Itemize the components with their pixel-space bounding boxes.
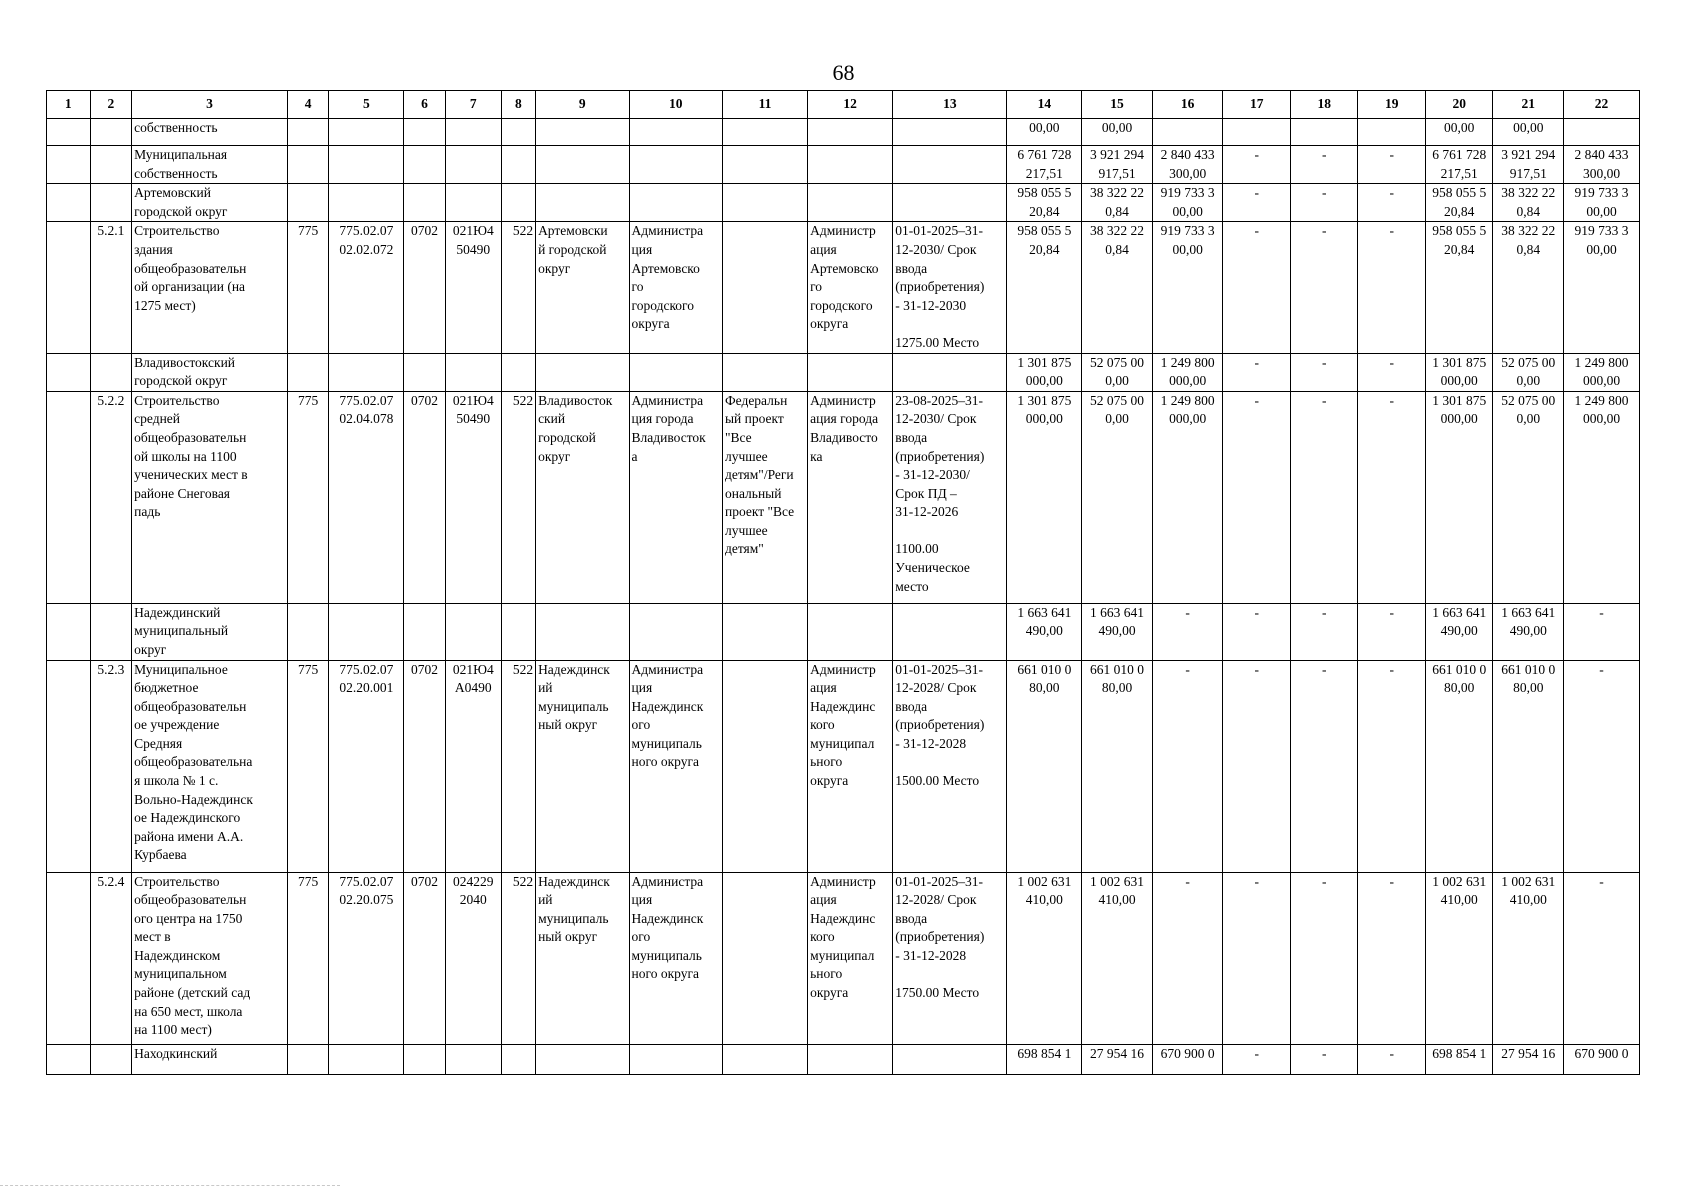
- column-header: 20: [1425, 91, 1493, 119]
- municipality: Надеждинск ий муниципаль ный округ: [536, 660, 629, 872]
- code-program: 775.02.07 02.20.075: [329, 872, 404, 1044]
- item-code: 5.2.1: [90, 222, 132, 353]
- municipality: [536, 1044, 629, 1074]
- amount-col-20: 661 010 0 80,00: [1425, 660, 1493, 872]
- item-name: Владивостокский городской округ: [132, 353, 288, 391]
- column-number-row: [47, 91, 1640, 119]
- code-section: [404, 119, 446, 146]
- amount-col-22: 1 249 800 000,00: [1564, 353, 1640, 391]
- municipality: Надеждинск ий муниципаль ный округ: [536, 872, 629, 1044]
- amount-col-18: -: [1290, 1044, 1358, 1074]
- code-expense-type: [501, 1044, 535, 1074]
- amount-col-18: -: [1290, 184, 1358, 222]
- code-program: [329, 1044, 404, 1074]
- code-program: [329, 184, 404, 222]
- amount-col-15: 00,00: [1082, 119, 1153, 146]
- customer: [629, 1044, 722, 1074]
- amount-col-18: -: [1290, 146, 1358, 184]
- customer: [629, 603, 722, 660]
- table-row: [47, 660, 1640, 872]
- municipality: [536, 353, 629, 391]
- amount-col-20: 1 663 641 490,00: [1425, 603, 1493, 660]
- total-amount: 1 002 631 410,00: [1007, 872, 1082, 1044]
- item-name: Муниципальная собственность: [132, 146, 288, 184]
- amount-col-17: -: [1223, 1044, 1291, 1074]
- item-name: Артемовский городской округ: [132, 184, 288, 222]
- amount-col-20: 6 761 728 217,51: [1425, 146, 1493, 184]
- column-header: 3: [132, 91, 288, 119]
- code-section: [404, 184, 446, 222]
- column-header: 17: [1223, 91, 1291, 119]
- column-header: 16: [1152, 91, 1223, 119]
- total-amount: 6 761 728 217,51: [1007, 146, 1082, 184]
- customer: [629, 146, 722, 184]
- amount-col-16: -: [1152, 660, 1223, 872]
- amount-col-22: 1 249 800 000,00: [1564, 391, 1640, 603]
- code-section: 0702: [404, 222, 446, 353]
- customer: Администра ция города Владивосток а: [629, 391, 722, 603]
- code-expense-type: 522: [501, 391, 535, 603]
- amount-col-18: -: [1290, 391, 1358, 603]
- amount-col-15: 52 075 00 0,00: [1082, 353, 1153, 391]
- customer: [629, 184, 722, 222]
- code-section: 0702: [404, 872, 446, 1044]
- code-grbs: [287, 184, 329, 222]
- column-header: 12: [808, 91, 893, 119]
- table-row: [47, 222, 1640, 353]
- amount-col-15: 38 322 22 0,84: [1082, 184, 1153, 222]
- amount-col-16: 1 249 800 000,00: [1152, 391, 1223, 603]
- national-project: [722, 146, 807, 184]
- municipality: [536, 603, 629, 660]
- amount-col-15: 52 075 00 0,00: [1082, 391, 1153, 603]
- cell-col-1: [47, 222, 91, 353]
- terms-and-capacity: 01-01-2025–31- 12-2028/ Срок ввода (приобретения) - 31-12-2028 1750.00 Место: [893, 872, 1007, 1044]
- national-project: [722, 660, 807, 872]
- code-expense-type: [501, 119, 535, 146]
- code-grbs: [287, 146, 329, 184]
- amount-col-18: -: [1290, 353, 1358, 391]
- municipality: Артемовски й городской округ: [536, 222, 629, 353]
- terms-and-capacity: [893, 119, 1007, 146]
- developer: [808, 119, 893, 146]
- column-header: 6: [404, 91, 446, 119]
- amount-col-18: -: [1290, 222, 1358, 353]
- amount-col-22: -: [1564, 872, 1640, 1044]
- amount-col-20: 1 002 631 410,00: [1425, 872, 1493, 1044]
- terms-and-capacity: 23-08-2025–31- 12-2030/ Срок ввода (приобретения) - 31-12-2030/ Срок ПД – 31-12-2026 1100.00 Ученическое место: [893, 391, 1007, 603]
- municipality: [536, 184, 629, 222]
- amount-col-17: -: [1223, 146, 1291, 184]
- total-amount: 698 854 1: [1007, 1044, 1082, 1074]
- amount-col-16: 670 900 0: [1152, 1044, 1223, 1074]
- item-name: собственность: [132, 119, 288, 146]
- code-target-article: [445, 603, 501, 660]
- cell-col-1: [47, 353, 91, 391]
- terms-and-capacity: [893, 184, 1007, 222]
- amount-col-21: 52 075 00 0,00: [1493, 353, 1564, 391]
- code-expense-type: [501, 603, 535, 660]
- amount-col-20: 698 854 1: [1425, 1044, 1493, 1074]
- code-target-article: [445, 1044, 501, 1074]
- item-name: Строительство здания общеобразовательн ой организации (на 1275 мест): [132, 222, 288, 353]
- table-row: [47, 353, 1640, 391]
- code-grbs: [287, 603, 329, 660]
- column-header: 14: [1007, 91, 1082, 119]
- amount-col-19: -: [1358, 1044, 1426, 1074]
- amount-col-17: [1223, 119, 1291, 146]
- item-name: Муниципальное бюджетное общеобразовательн ое учреждение Средняя общеобразовательна я школа № 1 с. Вольно-Надеждинск ое Надеждинского района имени А.А. Курбаева: [132, 660, 288, 872]
- amount-col-19: -: [1358, 222, 1426, 353]
- amount-col-20: 1 301 875 000,00: [1425, 391, 1493, 603]
- table-row: [47, 119, 1640, 146]
- amount-col-18: -: [1290, 660, 1358, 872]
- code-section: [404, 603, 446, 660]
- amount-col-16: 919 733 3 00,00: [1152, 222, 1223, 353]
- column-header: 13: [893, 91, 1007, 119]
- amount-col-17: -: [1223, 872, 1291, 1044]
- code-grbs: 775: [287, 872, 329, 1044]
- column-header: 11: [722, 91, 807, 119]
- amount-col-15: 3 921 294 917,51: [1082, 146, 1153, 184]
- national-project: [722, 184, 807, 222]
- code-target-article: 021Ю4 50490: [445, 391, 501, 603]
- code-program: 775.02.07 02.20.001: [329, 660, 404, 872]
- page-number: 68: [832, 60, 855, 85]
- amount-col-16: 1 249 800 000,00: [1152, 353, 1223, 391]
- amount-col-22: 2 840 433 300,00: [1564, 146, 1640, 184]
- amount-col-22: -: [1564, 603, 1640, 660]
- cell-col-1: [47, 603, 91, 660]
- column-header: 18: [1290, 91, 1358, 119]
- developer: [808, 603, 893, 660]
- code-program: [329, 146, 404, 184]
- amount-col-15: 27 954 16: [1082, 1044, 1153, 1074]
- code-grbs: [287, 119, 329, 146]
- amount-col-21: 00,00: [1493, 119, 1564, 146]
- amount-col-17: -: [1223, 184, 1291, 222]
- total-amount: 1 663 641 490,00: [1007, 603, 1082, 660]
- code-section: [404, 1044, 446, 1074]
- amount-col-20: 958 055 5 20,84: [1425, 222, 1493, 353]
- table-row: [47, 603, 1640, 660]
- amount-col-16: 2 840 433 300,00: [1152, 146, 1223, 184]
- amount-col-16: -: [1152, 872, 1223, 1044]
- code-target-article: 021Ю4 50490: [445, 222, 501, 353]
- code-target-article: [445, 146, 501, 184]
- amount-col-19: -: [1358, 660, 1426, 872]
- total-amount: 1 301 875 000,00: [1007, 391, 1082, 603]
- amount-col-17: -: [1223, 603, 1291, 660]
- terms-and-capacity: [893, 146, 1007, 184]
- terms-and-capacity: 01-01-2025–31- 12-2030/ Срок ввода (приобретения) - 31-12-2030 1275.00 Место: [893, 222, 1007, 353]
- amount-col-19: -: [1358, 872, 1426, 1044]
- code-grbs: [287, 1044, 329, 1074]
- terms-and-capacity: 01-01-2025–31- 12-2028/ Срок ввода (приобретения) - 31-12-2028 1500.00 Место: [893, 660, 1007, 872]
- code-grbs: 775: [287, 222, 329, 353]
- amount-col-16: 919 733 3 00,00: [1152, 184, 1223, 222]
- table-row: [47, 1044, 1640, 1074]
- column-header: 1: [47, 91, 91, 119]
- total-amount: 958 055 5 20,84: [1007, 222, 1082, 353]
- code-program: [329, 119, 404, 146]
- code-expense-type: 522: [501, 660, 535, 872]
- amount-col-21: 3 921 294 917,51: [1493, 146, 1564, 184]
- code-program: 775.02.07 02.04.078: [329, 391, 404, 603]
- municipality: Владивосток ский городской округ: [536, 391, 629, 603]
- national-project: [722, 353, 807, 391]
- item-code: [90, 146, 132, 184]
- total-amount: 1 301 875 000,00: [1007, 353, 1082, 391]
- code-section: [404, 146, 446, 184]
- amount-col-15: 38 322 22 0,84: [1082, 222, 1153, 353]
- amount-col-17: -: [1223, 391, 1291, 603]
- amount-col-19: -: [1358, 391, 1426, 603]
- amount-col-19: [1358, 119, 1426, 146]
- developer: Администр ация Надеждинс кого муниципал ьного округа: [808, 660, 893, 872]
- amount-col-21: 1 663 641 490,00: [1493, 603, 1564, 660]
- item-name: Надеждинский муниципальный округ: [132, 603, 288, 660]
- budget-table: [46, 90, 1640, 1075]
- item-code: [90, 353, 132, 391]
- amount-col-21: 38 322 22 0,84: [1493, 184, 1564, 222]
- national-project: [722, 872, 807, 1044]
- amount-col-17: -: [1223, 660, 1291, 872]
- terms-and-capacity: [893, 353, 1007, 391]
- code-expense-type: [501, 184, 535, 222]
- amount-col-22: [1564, 119, 1640, 146]
- amount-col-22: 919 733 3 00,00: [1564, 184, 1640, 222]
- table-row: [47, 184, 1640, 222]
- item-name: Находкинский: [132, 1044, 288, 1074]
- code-section: [404, 353, 446, 391]
- cell-col-1: [47, 184, 91, 222]
- cell-col-1: [47, 146, 91, 184]
- national-project: [722, 119, 807, 146]
- developer: [808, 146, 893, 184]
- code-target-article: [445, 353, 501, 391]
- amount-col-22: 670 900 0: [1564, 1044, 1640, 1074]
- code-target-article: 021Ю4 А0490: [445, 660, 501, 872]
- national-project: [722, 222, 807, 353]
- customer: Администра ция Надеждинск ого муниципаль ного округа: [629, 660, 722, 872]
- cell-col-1: [47, 1044, 91, 1074]
- total-amount: 00,00: [1007, 119, 1082, 146]
- item-name: Строительство общеобразовательн ого центра на 1750 мест в Надеждинском муниципальном районе (детский сад на 650 мест, школа на 1100 мест): [132, 872, 288, 1044]
- item-name: Строительство средней общеобразовательн ой школы на 1100 ученических мест в районе Снеговая падь: [132, 391, 288, 603]
- item-code: 5.2.2: [90, 391, 132, 603]
- amount-col-21: 52 075 00 0,00: [1493, 391, 1564, 603]
- amount-col-22: -: [1564, 660, 1640, 872]
- code-program: [329, 353, 404, 391]
- code-expense-type: [501, 146, 535, 184]
- code-section: 0702: [404, 660, 446, 872]
- total-amount: 661 010 0 80,00: [1007, 660, 1082, 872]
- column-header: 19: [1358, 91, 1426, 119]
- amount-col-15: 1 002 631 410,00: [1082, 872, 1153, 1044]
- amount-col-21: 661 010 0 80,00: [1493, 660, 1564, 872]
- amount-col-18: [1290, 119, 1358, 146]
- column-header: 7: [445, 91, 501, 119]
- amount-col-17: -: [1223, 353, 1291, 391]
- scan-artifact: [0, 1185, 340, 1190]
- cell-col-1: [47, 119, 91, 146]
- amount-col-18: -: [1290, 872, 1358, 1044]
- amount-col-21: 27 954 16: [1493, 1044, 1564, 1074]
- amount-col-15: 661 010 0 80,00: [1082, 660, 1153, 872]
- table-row: [47, 391, 1640, 603]
- code-grbs: [287, 353, 329, 391]
- code-target-article: [445, 184, 501, 222]
- developer: [808, 353, 893, 391]
- item-code: [90, 184, 132, 222]
- national-project: [722, 1044, 807, 1074]
- code-program: 775.02.07 02.02.072: [329, 222, 404, 353]
- amount-col-18: -: [1290, 603, 1358, 660]
- amount-col-21: 38 322 22 0,84: [1493, 222, 1564, 353]
- column-header: 2: [90, 91, 132, 119]
- column-header: 15: [1082, 91, 1153, 119]
- column-header: 8: [501, 91, 535, 119]
- item-code: [90, 1044, 132, 1074]
- code-section: 0702: [404, 391, 446, 603]
- customer: Администра ция Надеждинск ого муниципаль ного округа: [629, 872, 722, 1044]
- item-code: 5.2.3: [90, 660, 132, 872]
- amount-col-20: 1 301 875 000,00: [1425, 353, 1493, 391]
- column-header: 10: [629, 91, 722, 119]
- code-grbs: 775: [287, 391, 329, 603]
- code-grbs: 775: [287, 660, 329, 872]
- municipality: [536, 119, 629, 146]
- customer: Администра ция Артемовско го городского округа: [629, 222, 722, 353]
- cell-col-1: [47, 391, 91, 603]
- amount-col-19: -: [1358, 146, 1426, 184]
- amount-col-20: 00,00: [1425, 119, 1493, 146]
- developer: Администр ация Надеждинс кого муниципал ьного округа: [808, 872, 893, 1044]
- cell-col-1: [47, 872, 91, 1044]
- developer: [808, 184, 893, 222]
- customer: [629, 119, 722, 146]
- municipality: [536, 146, 629, 184]
- developer: Администр ация Артемовско го городского округа: [808, 222, 893, 353]
- amount-col-15: 1 663 641 490,00: [1082, 603, 1153, 660]
- item-code: [90, 119, 132, 146]
- amount-col-21: 1 002 631 410,00: [1493, 872, 1564, 1044]
- code-target-article: 024229 2040: [445, 872, 501, 1044]
- column-header: 21: [1493, 91, 1564, 119]
- column-header: 22: [1564, 91, 1640, 119]
- terms-and-capacity: [893, 603, 1007, 660]
- amount-col-22: 919 733 3 00,00: [1564, 222, 1640, 353]
- code-expense-type: [501, 353, 535, 391]
- developer: Администр ация города Владивосто ка: [808, 391, 893, 603]
- code-program: [329, 603, 404, 660]
- column-header: 5: [329, 91, 404, 119]
- amount-col-16: -: [1152, 603, 1223, 660]
- national-project: [722, 603, 807, 660]
- national-project: Федеральн ый проект "Все лучшее детям"/Реги ональный проект "Все лучшее детям": [722, 391, 807, 603]
- amount-col-16: [1152, 119, 1223, 146]
- code-target-article: [445, 119, 501, 146]
- cell-col-1: [47, 660, 91, 872]
- item-code: [90, 603, 132, 660]
- amount-col-20: 958 055 5 20,84: [1425, 184, 1493, 222]
- column-header: 9: [536, 91, 629, 119]
- table-row: [47, 872, 1640, 1044]
- item-code: 5.2.4: [90, 872, 132, 1044]
- amount-col-19: -: [1358, 184, 1426, 222]
- column-header: 4: [287, 91, 329, 119]
- developer: [808, 1044, 893, 1074]
- code-expense-type: 522: [501, 872, 535, 1044]
- terms-and-capacity: [893, 1044, 1007, 1074]
- amount-col-19: -: [1358, 603, 1426, 660]
- table-row: [47, 146, 1640, 184]
- customer: [629, 353, 722, 391]
- code-expense-type: 522: [501, 222, 535, 353]
- amount-col-19: -: [1358, 353, 1426, 391]
- total-amount: 958 055 5 20,84: [1007, 184, 1082, 222]
- amount-col-17: -: [1223, 222, 1291, 353]
